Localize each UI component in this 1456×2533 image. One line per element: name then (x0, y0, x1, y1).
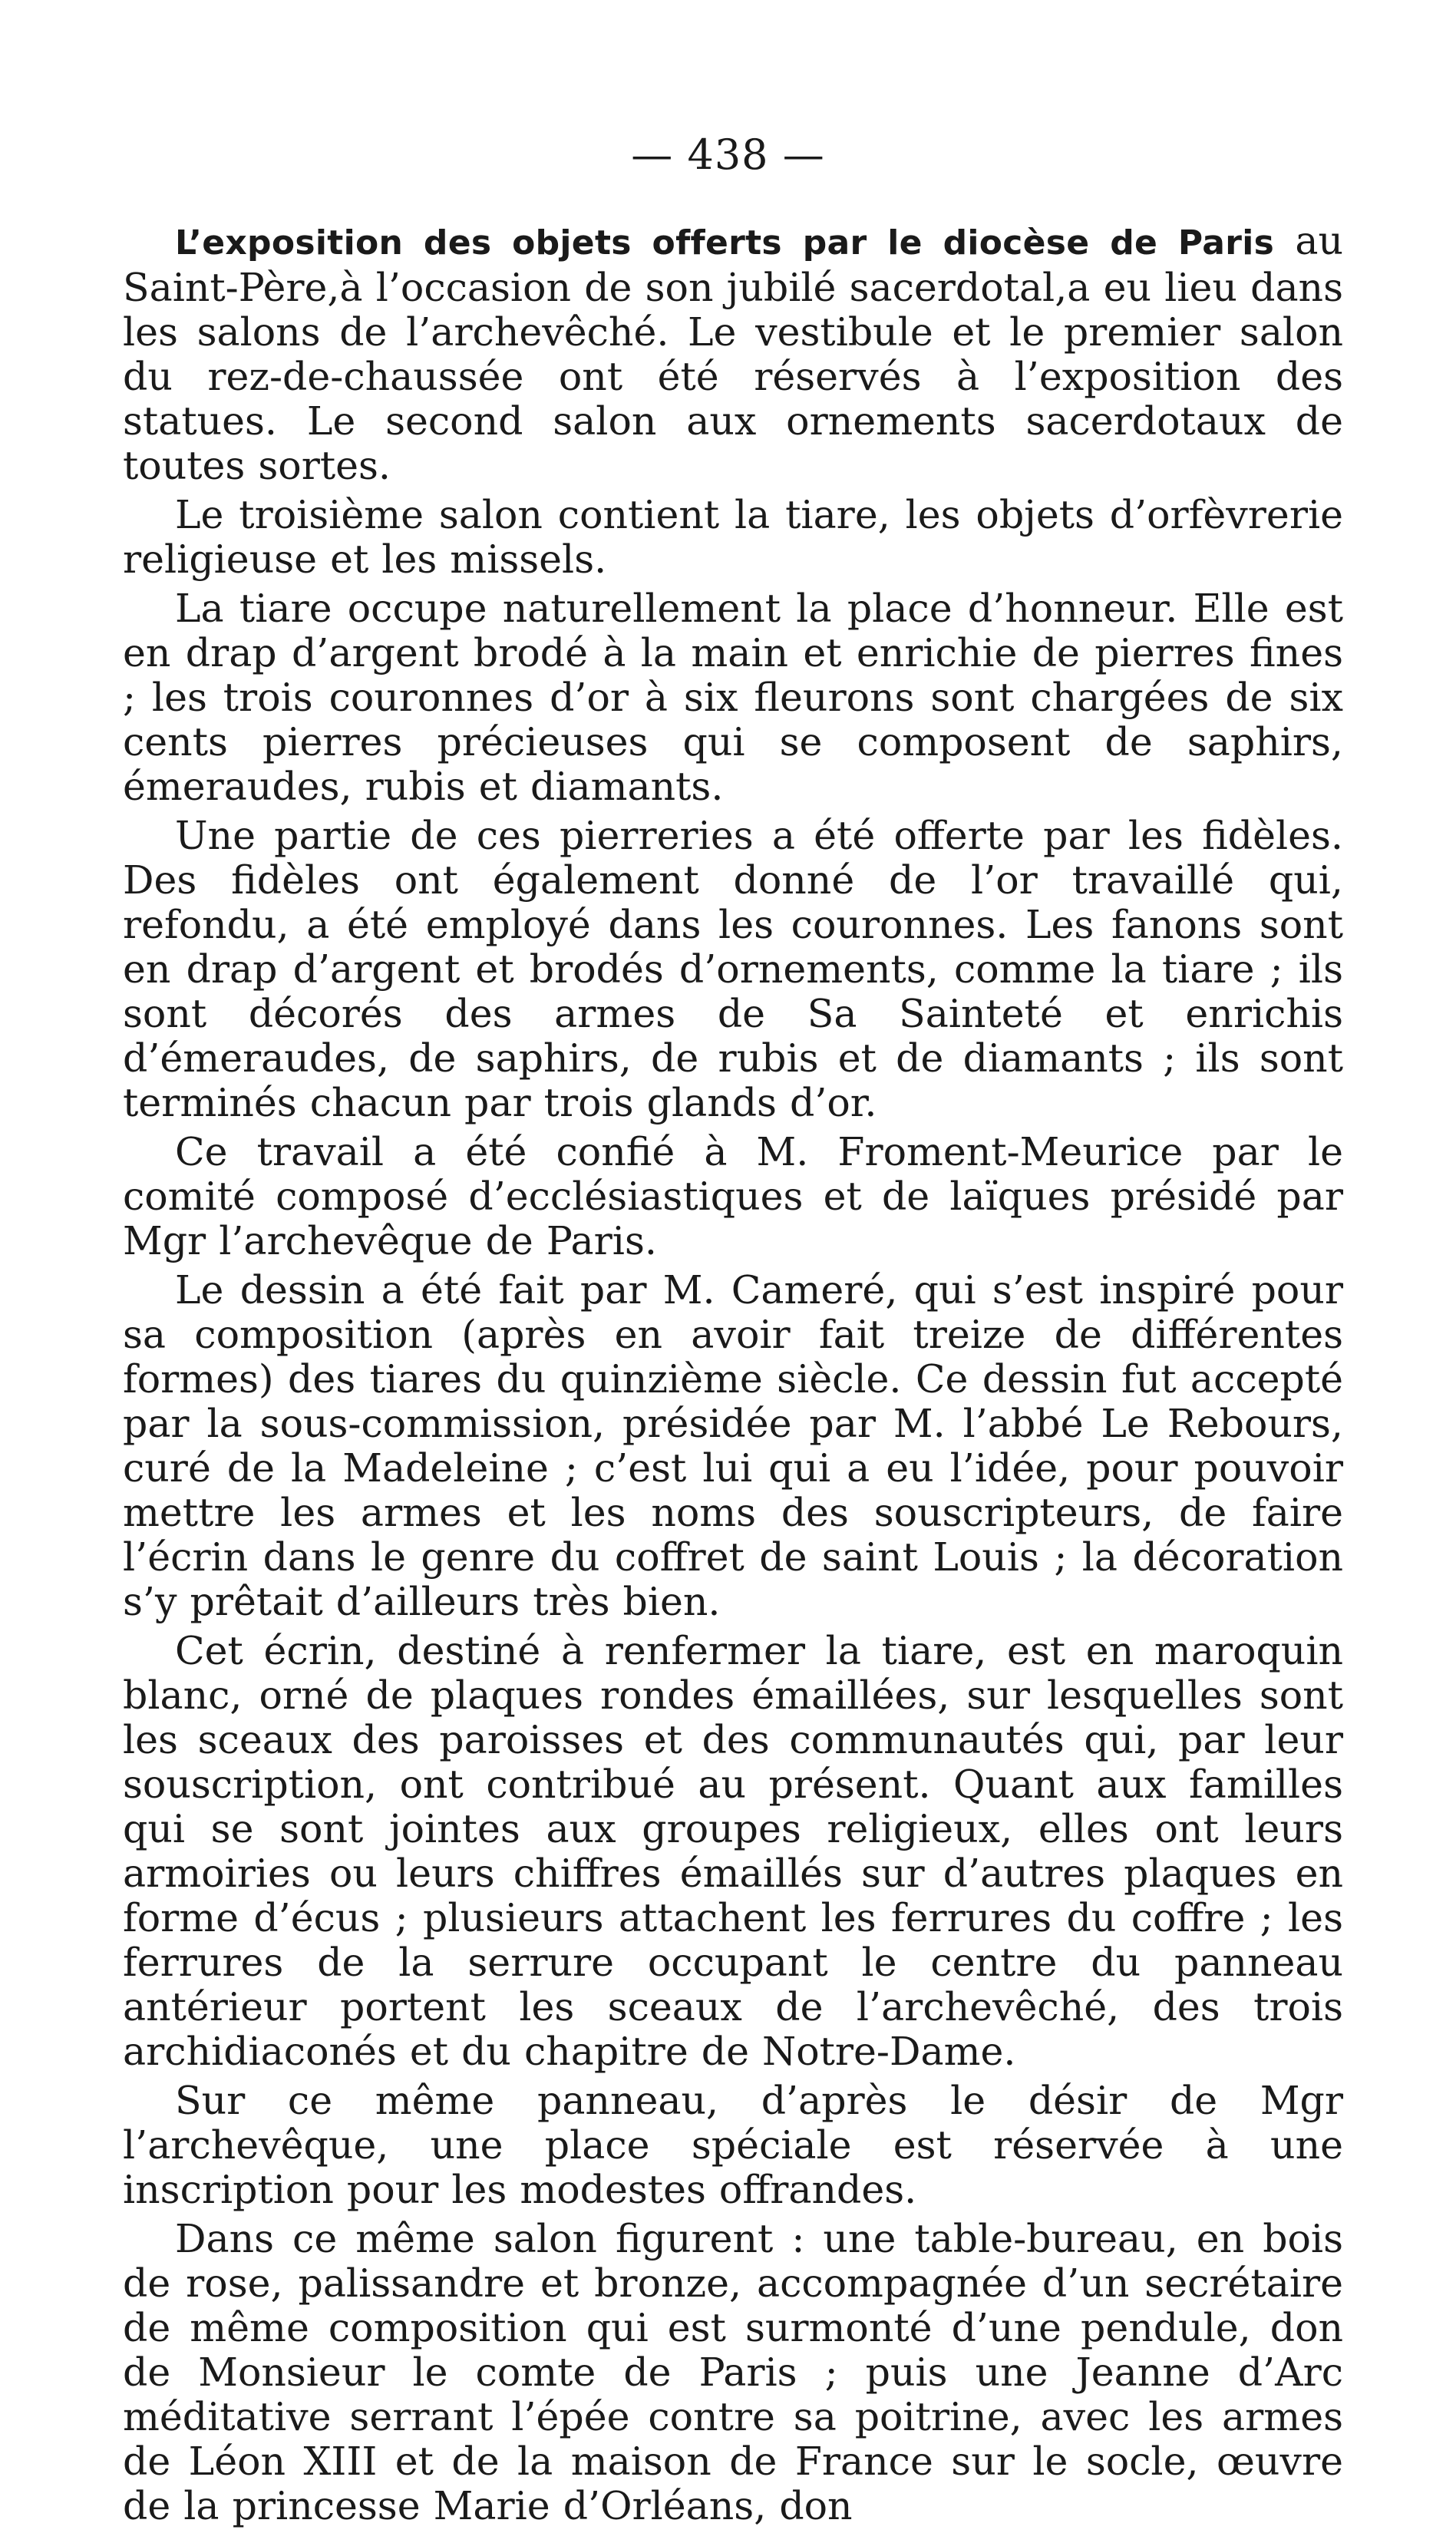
paragraph-6: Le dessin a été fait par M. Cameré, qui s’est inspiré pour sa composition (après en avoir fait treize de différentes formes) des tiares du quinzième siècle. Ce dessin fut accepté par la sous-commission, présidée par M. l’abbé Le Rebours, curé de la Madeleine ; c’est lui qui a eu l’idée, pour pouvoir mettre les armes et les noms des souscripteurs, de faire l’écrin dans le genre du coffret de saint Louis ; la décoration s’y prêtait d’ailleurs très bien. (123, 1267, 1343, 1624)
article-body (123, 219, 1343, 2533)
paragraph-7: Cet écrin, destiné à renfermer la tiare, est en maroquin blanc, orné de plaques rondes émaillées, sur lesquelles sont les sceaux des paroisses et des communautés qui, par leur souscription, ont contribué au présent. Quant aux familles qui se sont jointes aux groupes religieux, elles ont leurs armoiries ou leurs chiffres émaillés sur d’autres plaques en forme d’écus ; plusieurs attachent les ferrures du coffre ; les ferrures de la serrure occupant le centre du panneau antérieur portent les sceaux de l’archevêché, des trois archidiaconés et du chapitre de Notre-Dame. (123, 1628, 1343, 2074)
paragraph-4: Une partie de ces pierreries a été offerte par les fidèles. Des fidèles ont également donné de l’or travaillé qui, refondu, a été employé dans les couronnes. Les fanons sont en drap d’argent et brodés d’ornements, comme la tiare ; ils sont décorés des armes de Sa Sainteté et enrichis d’émeraudes, de saphirs, de rubis et de diamants ; ils sont terminés chacun par trois glands d’or. (123, 813, 1343, 1125)
paragraph-5: Ce travail a été confié à M. Froment-Meurice par le comité composé d’ecclésiastiques et de laïques présidé par Mgr l’archevêque de Paris. (123, 1129, 1343, 1263)
paragraph-2: Le troisième salon contient la tiare, les objets d’orfèvrerie religieuse et les missels. (123, 492, 1343, 582)
paragraph-9: Dans ce même salon figurent : une table-bureau, en bois de rose, palissandre et bronze, accompagnée d’un secrétaire de même composition qui est surmonté d’une pendule, don de Monsieur le comte de Paris ; puis une Jeanne d’Arc méditative serrant l’épée contre sa poitrine, avec les armes de Léon XIII et de la maison de France sur le socle, œuvre de la princesse Marie d’Orléans, don (123, 2216, 1343, 2528)
paragraph-3: La tiare occupe naturellement la place d’honneur. Elle est en drap d’argent brodé à la main et enrichie de pierres fines ; les trois couronnes d’or à six fleurons sont chargées de six cents pierres précieuses qui se composent de saphirs, émeraudes, rubis et diamants. (123, 586, 1343, 809)
paragraph-1-text: au Saint-Père,à l’occasion de son jubilé sacerdotal,a eu lieu dans les salons de l’archevêché. Le vestibule et le premier salon du rez-de-chaussée ont été réservés à l’exposition des statues. Le second salon aux ornements sacerdotaux de toutes sortes. (123, 218, 1343, 488)
paragraph-1 (123, 219, 1343, 488)
lead-sentence: L’exposition des objets offerts par le diocèse de Paris (175, 223, 1275, 263)
paragraph-8: Sur ce même panneau, d’après le désir de Mgr l’archevêque, une place spéciale est réservée à une inscription pour les modestes offrandes. (123, 2078, 1343, 2212)
page-number: — 438 — (631, 130, 825, 179)
